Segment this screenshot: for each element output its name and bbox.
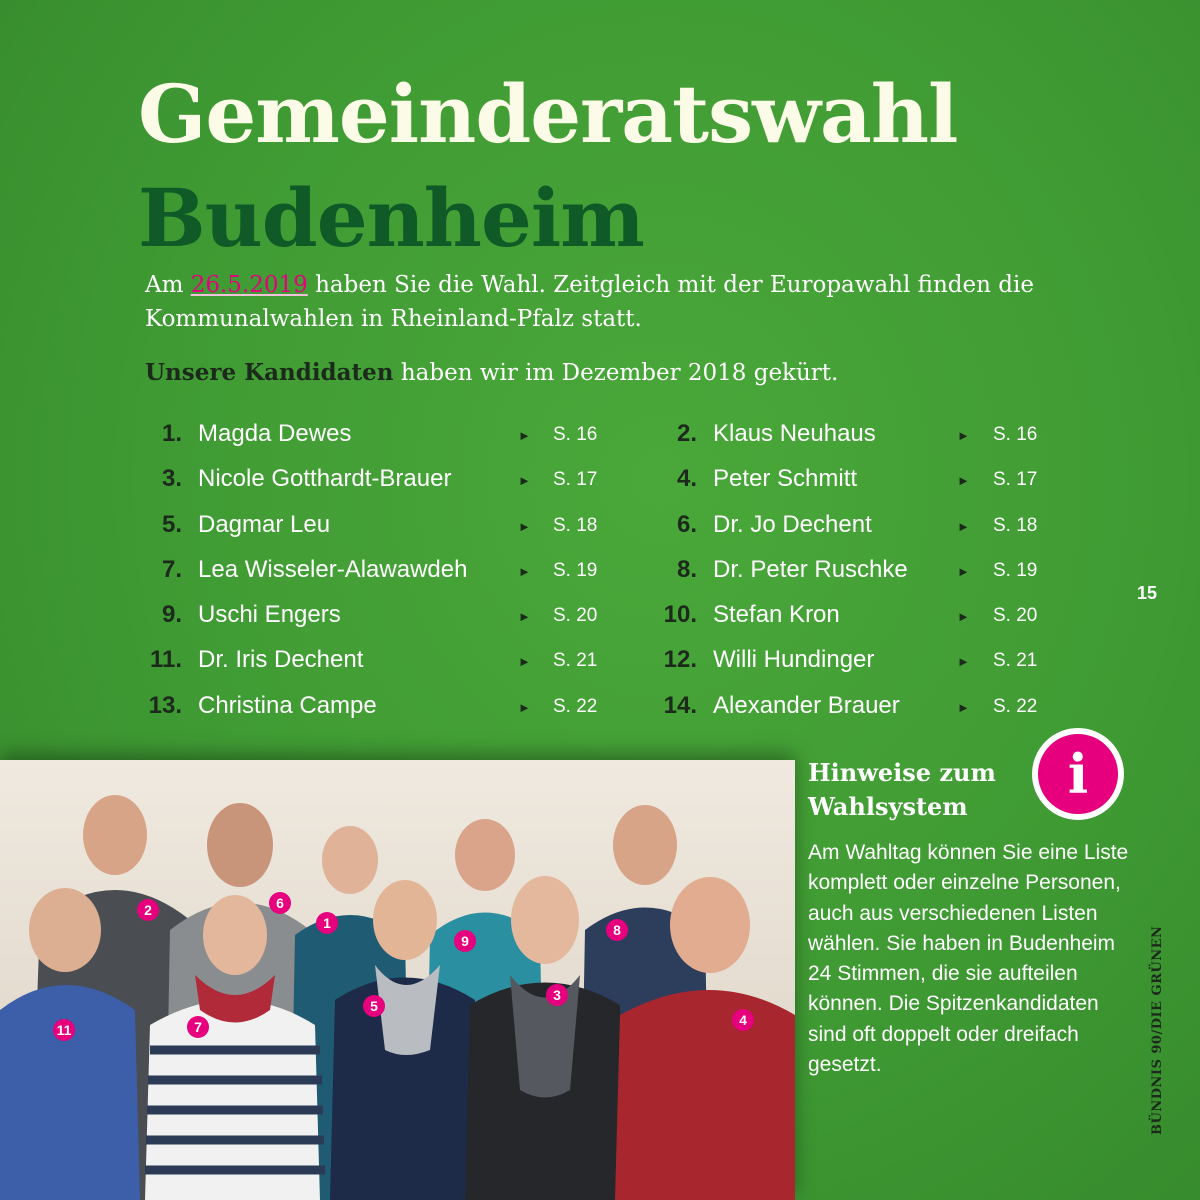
candidate-number: 6.: [676, 510, 697, 538]
badge-7-label: 7: [194, 1019, 202, 1035]
candidate-name: Dr. Iris Dechent: [198, 646, 364, 674]
badge-1: [316, 912, 338, 934]
arrow-right-icon: ►: [518, 654, 531, 670]
election-date: 26.5.2019: [190, 272, 308, 298]
candidate-page-ref: S. 20: [993, 605, 1038, 627]
badge-4-label: 4: [739, 1012, 747, 1028]
page-number: 15: [1137, 583, 1158, 603]
candidate-number: 1.: [161, 420, 182, 447]
candidate-page-ref: S. 21: [553, 650, 598, 672]
candidate-number: 13.: [148, 691, 182, 719]
candidate-row: [140, 692, 610, 737]
candidate-name: Dr. Peter Ruschke: [713, 555, 908, 583]
candidate-number: 5.: [161, 510, 182, 538]
candidate-number: 7.: [161, 555, 182, 583]
arrow-right-icon: ►: [518, 609, 531, 625]
candidate-list-right: [655, 420, 1055, 737]
badge-7: [187, 1016, 209, 1038]
badge-3: [546, 984, 568, 1006]
candidate-name: Christina Campe: [198, 691, 377, 719]
candidate-row: [655, 601, 1055, 646]
arrow-right-icon: ►: [957, 654, 970, 670]
candidate-row: [140, 420, 610, 465]
badge-3-label: 3: [553, 987, 561, 1003]
page-subtitle: Budenheim: [138, 171, 644, 265]
candidate-number: 12.: [663, 646, 697, 674]
candidate-row: [140, 465, 610, 510]
candidate-name: Dr. Jo Dechent: [713, 510, 872, 538]
photo-people: [0, 795, 795, 1200]
badge-8: [606, 919, 628, 941]
candidate-page-ref: S. 21: [993, 650, 1038, 672]
candidate-name: Willi Hundinger: [713, 646, 875, 674]
badge-9-label: 9: [461, 933, 469, 949]
candidate-page-ref: S. 19: [993, 559, 1038, 581]
arrow-right-icon: ►: [518, 473, 531, 489]
candidate-row: [140, 556, 610, 601]
badge-9: [454, 930, 476, 952]
info-body: Am Wahltag können Sie eine Liste komplett oder einzelne Personen, auch aus verschiedenen Listen wählen. Sie haben in Budenheim 24 Stimmen, die sie aufteilen können. Die Spitzenkandidaten sind oft doppelt oder dreifach gesetzt.: [808, 841, 1129, 1077]
candidate-name: Peter Schmitt: [713, 465, 858, 493]
candidate-name: Alexander Brauer: [713, 691, 900, 719]
candidate-name: Magda Dewes: [198, 420, 352, 447]
info-heading: Hinweise zum Wahlsystem: [808, 758, 996, 821]
candidate-page-ref: S. 20: [553, 605, 598, 627]
candidate-number: 14.: [663, 691, 697, 719]
arrow-right-icon: ►: [957, 473, 970, 489]
badge-6: [269, 892, 291, 914]
candidate-page-ref: S. 18: [553, 514, 598, 536]
candidate-number: 3.: [161, 465, 182, 493]
candidate-number: 4.: [676, 465, 697, 493]
candidate-number: 2.: [676, 420, 697, 447]
arrow-right-icon: ►: [957, 609, 970, 625]
candidate-page-ref: S. 16: [553, 424, 598, 445]
arrow-right-icon: ►: [518, 518, 531, 534]
candidates-intro: [145, 356, 1065, 390]
arrow-right-icon: ►: [518, 699, 531, 715]
badge-1-label: 1: [323, 915, 331, 931]
candidate-number: 10.: [663, 601, 697, 629]
candidate-row: [140, 601, 610, 646]
candidate-row: [655, 511, 1055, 556]
badge-6-label: 6: [276, 895, 284, 911]
party-sidebar-label: BÜNDNIS 90/DIE GRÜNEN: [1150, 925, 1165, 1135]
info-icon: i: [1032, 728, 1124, 820]
arrow-right-icon: ►: [957, 428, 970, 443]
candidate-page-ref: S. 22: [553, 695, 598, 717]
candidate-name: Klaus Neuhaus: [713, 420, 876, 447]
group-photo-illustration: [0, 760, 795, 1200]
candidate-row: [655, 692, 1055, 737]
candidate-name: Nicole Gotthardt-Brauer: [198, 465, 452, 493]
badge-8-label: 8: [613, 922, 621, 938]
candidates-intro-bold: Unsere Kandidaten: [145, 359, 394, 386]
candidate-name: Lea Wisseler-Alawawdeh: [198, 555, 468, 583]
candidate-row: [655, 646, 1055, 691]
candidate-number: 11.: [149, 646, 182, 674]
badge-2: [137, 899, 159, 921]
candidate-page-ref: S. 19: [553, 559, 598, 581]
candidates-intro-rest: haben wir im Dezember 2018 gekürt.: [393, 360, 839, 386]
candidate-page-ref: S. 18: [993, 514, 1038, 536]
arrow-right-icon: ►: [518, 428, 531, 443]
intro-paragraph: [145, 268, 1065, 336]
badge-4: [732, 1009, 754, 1031]
page-title: Gemeinderatswahl: [138, 67, 958, 161]
arrow-right-icon: ►: [518, 563, 531, 579]
candidate-name: Dagmar Leu: [198, 510, 331, 538]
intro-before-date: Am: [145, 272, 191, 298]
candidate-row: [140, 646, 610, 691]
arrow-right-icon: ►: [957, 699, 970, 715]
badge-5-label: 5: [370, 998, 378, 1014]
candidate-page-ref: S. 17: [553, 469, 598, 491]
candidate-number: 9.: [161, 601, 182, 629]
candidate-page-ref: S. 22: [993, 695, 1038, 717]
badge-5: [363, 995, 385, 1017]
arrow-right-icon: ►: [957, 518, 970, 534]
candidate-page-ref: S. 16: [993, 424, 1038, 445]
arrow-right-icon: ►: [957, 563, 970, 579]
candidate-name: Stefan Kron: [713, 601, 840, 629]
candidate-row: [655, 556, 1055, 601]
badge-11-label: 11: [56, 1022, 72, 1038]
candidate-row: [140, 511, 610, 556]
candidate-row: [655, 465, 1055, 510]
badge-2-label: 2: [144, 902, 152, 918]
candidate-page-ref: S. 17: [993, 469, 1038, 491]
group-photo: [0, 760, 795, 1200]
candidate-list-left: [140, 420, 610, 737]
intro-after-date: haben Sie die Wahl. Zeitgleich mit der Europawahl finden die Kommunalwahlen in Rheinland-Pfalz statt.: [145, 272, 1034, 332]
candidate-name: Uschi Engers: [198, 601, 341, 629]
badge-11: [53, 1019, 75, 1041]
candidate-row: [655, 420, 1055, 465]
candidate-number: 8.: [676, 555, 697, 583]
